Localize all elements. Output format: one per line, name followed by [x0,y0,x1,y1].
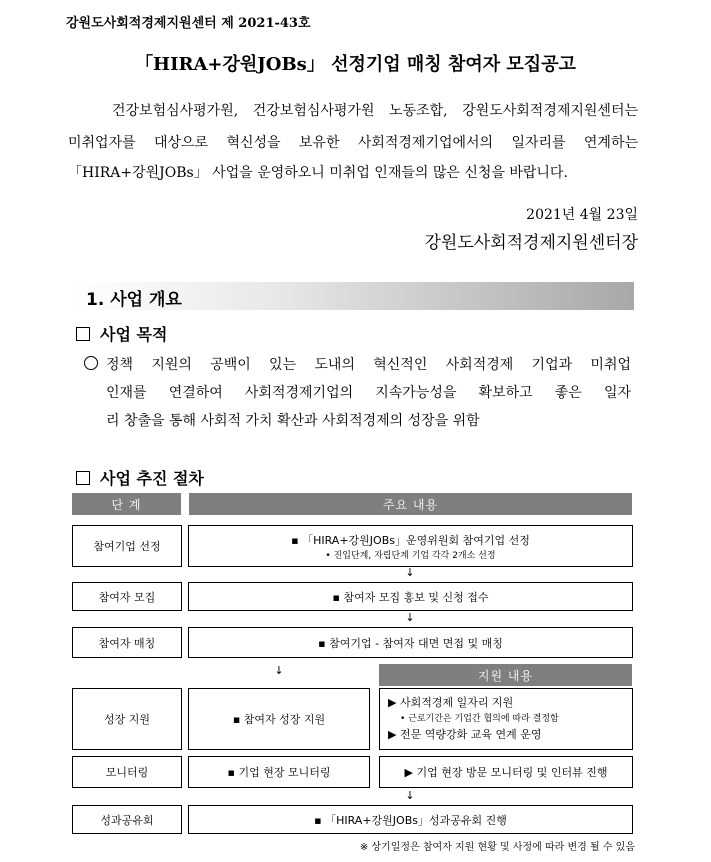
purpose-line: 리 창출을 통해 사회적 가치 확산과 사회적경제의 성장을 위함 [106,413,480,429]
support-growth-details [379,688,633,750]
procedure-heading [76,466,204,489]
content-performance-sharing: ▪ 「HIRA+강원JOBs」성과공유회 진행 [188,805,633,834]
square-bullet-icon [76,471,90,485]
column-header-stage: 단 계 [72,493,181,515]
support-item: ▶ 전문 역량강화 교육 연계 운영 [388,728,542,741]
circle-bullet-icon [84,356,106,373]
content-matching: ▪ 참여기업 - 참여자 대면 면접 및 매칭 [188,627,633,658]
purpose-line: 인재를 연결하여 사회적경제기업의 지속가능성을 확보하고 좋은 일자 [106,385,631,401]
schedule-note: ※ 상기일정은 참여자 지원 현황 및 사정에 따라 변경 될 수 있음 [359,842,635,853]
stage-recruitment: 참여자 모집 [72,582,182,611]
stage-company-selection: 참여기업 선정 [72,525,182,567]
page-title: 「HIRA+강원JOBs」 선정기업 매칭 참여자 모집공고 [135,54,576,75]
announcement-date: 2021년 4월 23일 [526,207,638,223]
document-number: 강원도사회적경제지원센터 제 2021-43호 [66,16,311,31]
intro-line: 건강보험심사평가원, 건강보험심사평가원 노동조합, 강원도사회적경제지원센터는 [112,103,638,119]
purpose-heading [76,322,167,345]
intro-line: 「HIRA+강원JOBs」 사업을 운영하오니 미취업 인재들의 많은 신청을 바랍니다. [68,165,568,181]
support-item: ▶ 사회적경제 일자리 지원 [388,696,514,709]
issuing-organization: 강원도사회적경제지원센터장 [424,233,638,253]
content-text: ▪ 「HIRA+강원JOBs」운영위원회 참여기업 선정 [291,533,530,547]
stage-matching: 참여자 매칭 [72,627,182,658]
stage-performance-sharing: 성과공유회 [72,805,182,834]
purpose-heading-label: 사업 목적 [100,325,168,344]
procedure-heading-label: 사업 추진 절차 [100,469,204,488]
content-company-selection [188,525,633,567]
arrow-down-icon: ↓ [405,611,415,624]
content-growth-support: ▪ 참여자 성장 지원 [188,688,370,750]
column-header-content: 주요 내용 [189,493,632,515]
intro-line: 미취업자를 대상으로 혁신성을 보유한 사회적경제기업에서의 일자리를 연계하는 [68,135,638,151]
content-subtext: • 진입단계, 자립단계 기업 각각 2개소 선정 [325,550,496,561]
arrow-down-icon: ↓ [405,789,415,802]
stage-monitoring: 모니터링 [72,756,182,788]
content-recruitment: ▪ 참여자 모집 홍보 및 신청 접수 [188,582,633,611]
support-monitoring: ▶ 기업 현장 방문 모니터링 및 인터뷰 진행 [379,756,633,788]
section-title: 1. 사업 개요 [86,290,182,310]
arrow-down-icon: ↓ [405,566,415,579]
column-header-support: 지원 내용 [379,664,632,686]
arrow-down-icon: ↓ [274,664,284,677]
stage-growth-support: 성장 지원 [72,688,182,750]
square-bullet-icon [76,327,90,341]
support-subitem: • 근로기간은 기업간 협의에 따라 결정함 [400,714,559,724]
purpose-line: 정책 지원의 공백이 있는 도내의 혁신적인 사회적경제 기업과 미취업 [106,357,631,373]
content-monitoring: ▪ 기업 현장 모니터링 [188,756,370,788]
